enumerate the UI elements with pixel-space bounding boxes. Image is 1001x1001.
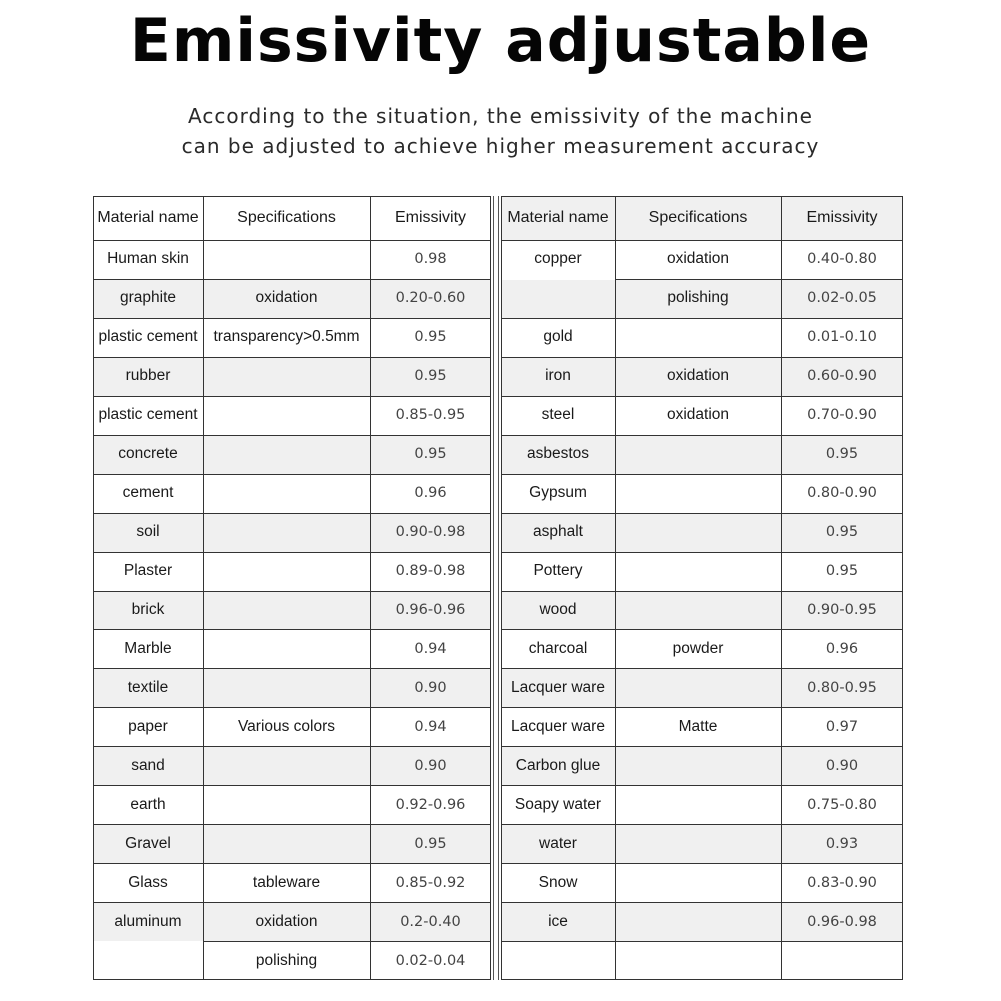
specification-cell xyxy=(615,902,781,941)
emissivity-cell xyxy=(781,941,903,980)
material-name-cell: paper xyxy=(128,717,168,735)
emissivity-cell: 0.40-0.80 xyxy=(807,251,877,268)
material-name-cell: Pottery xyxy=(533,562,583,580)
specification-cell: oxidation xyxy=(666,406,730,424)
specification-cell: oxidation xyxy=(255,912,318,930)
emissivity-cell: 0.85-0.95 xyxy=(395,407,466,424)
specification-cell xyxy=(203,629,370,668)
emissivity-cell: 0.92-0.96 xyxy=(395,796,466,813)
specification-cell xyxy=(203,513,370,552)
material-name-cell xyxy=(501,941,615,980)
emissivity-cell: 0.95 xyxy=(414,835,447,852)
material-name-cell: Plaster xyxy=(123,562,173,580)
material-name-cell xyxy=(93,941,203,980)
material-name-cell: Glass xyxy=(128,873,168,891)
emissivity-cell: 0.95 xyxy=(414,368,447,385)
material-name-cell: ice xyxy=(548,912,568,930)
material-name-cell: Snow xyxy=(538,873,578,891)
material-name-cell: Gravel xyxy=(125,834,171,852)
emissivity-cell: 0.95 xyxy=(414,446,447,463)
specification-cell xyxy=(615,552,781,591)
specification-cell: tableware xyxy=(252,873,321,891)
emissivity-cell: 0.75-0.80 xyxy=(807,796,877,813)
column-header: Emissivity xyxy=(806,209,878,226)
specification-cell xyxy=(203,396,370,435)
specification-cell: oxidation xyxy=(255,289,318,307)
material-name-cell: gold xyxy=(543,328,573,346)
emissivity-cell: 0.95 xyxy=(414,329,447,346)
material-name-cell: steel xyxy=(541,406,575,424)
specification-cell xyxy=(615,746,781,785)
specification-cell: Matte xyxy=(678,717,718,735)
emissivity-cell: 0.94 xyxy=(414,640,447,657)
specification-cell xyxy=(615,863,781,902)
material-name-cell: graphite xyxy=(119,289,176,307)
emissivity-cell: 0.96-0.98 xyxy=(807,913,877,930)
specification-cell xyxy=(203,474,370,513)
material-name-cell: cement xyxy=(122,484,174,502)
material-name-cell: brick xyxy=(131,600,165,618)
emissivity-cell: 0.98 xyxy=(414,251,447,268)
material-name-cell: water xyxy=(539,834,577,852)
material-name-cell: charcoal xyxy=(528,639,588,657)
material-name-cell: asbestos xyxy=(526,445,590,463)
emissivity-cell: 0.60-0.90 xyxy=(807,368,877,385)
emissivity-cell: 0.20-0.60 xyxy=(395,290,466,307)
emissivity-cell: 0.80-0.90 xyxy=(807,485,877,502)
material-name-cell: aluminum xyxy=(114,912,182,930)
specification-cell xyxy=(203,785,370,824)
material-name-cell: Marble xyxy=(124,639,172,657)
material-name-cell: Lacquer ware xyxy=(511,678,605,696)
specification-cell xyxy=(615,941,781,980)
emissivity-cell: 0.95 xyxy=(825,524,859,541)
specification-cell xyxy=(615,668,781,707)
emissivity-cell: 0.01-0.10 xyxy=(807,329,877,346)
material-name-cell: sand xyxy=(131,756,165,774)
material-name-cell: Soapy water xyxy=(514,795,602,813)
specification-cell: oxidation xyxy=(666,250,730,268)
specification-cell xyxy=(615,785,781,824)
emissivity-cell: 0.90-0.95 xyxy=(807,601,877,618)
specification-cell xyxy=(615,824,781,863)
emissivity-cell: 0.80-0.95 xyxy=(807,679,877,696)
table-divider xyxy=(491,196,501,980)
emissivity-cell: 0.90 xyxy=(414,679,447,696)
emissivity-cell: 0.96-0.96 xyxy=(395,601,466,618)
material-name-cell: Carbon glue xyxy=(515,756,601,774)
emissivity-cell: 0.90 xyxy=(825,757,859,774)
emissivity-cell: 0.85-0.92 xyxy=(395,874,466,891)
material-name-cell: plastic cement xyxy=(98,406,198,424)
emissivity-cell: 0.70-0.90 xyxy=(807,407,877,424)
material-name-cell: plastic cement xyxy=(98,328,198,346)
material-name-cell: Lacquer ware xyxy=(511,717,605,735)
material-name-cell: textile xyxy=(127,678,169,696)
material-name-cell: earth xyxy=(130,795,166,813)
specification-cell xyxy=(615,435,781,474)
emissivity-cell: 0.94 xyxy=(414,718,447,735)
subtitle-line-1: According to the situation, the emissivity of the machine xyxy=(188,104,813,128)
emissivity-cell: 0.95 xyxy=(825,446,859,463)
emissivity-cell: 0.90-0.98 xyxy=(395,524,466,541)
material-name-cell: rubber xyxy=(125,367,171,385)
specification-cell: Various colors xyxy=(237,717,336,735)
column-header: Emissivity xyxy=(394,209,467,226)
specification-cell xyxy=(203,552,370,591)
subtitle-line-2: can be adjusted to achieve higher measurement accuracy xyxy=(181,134,820,158)
emissivity-cell: 0.83-0.90 xyxy=(807,874,877,891)
page-title: Emissivity adjustable xyxy=(129,6,872,76)
specification-cell: polishing xyxy=(667,289,729,307)
specification-cell: polishing xyxy=(255,951,318,969)
specification-cell xyxy=(615,318,781,357)
specification-cell: transparency>0.5mm xyxy=(213,328,360,346)
specification-cell xyxy=(203,591,370,630)
specification-cell xyxy=(203,824,370,863)
emissivity-table-left xyxy=(93,196,491,980)
material-name-cell: copper xyxy=(534,250,582,268)
emissivity-cell: 0.02-0.05 xyxy=(807,290,877,307)
emissivity-cell: 0.96 xyxy=(825,640,859,657)
specification-cell xyxy=(203,435,370,474)
material-name-cell: asphalt xyxy=(533,523,583,541)
specification-cell xyxy=(615,513,781,552)
specification-cell xyxy=(203,357,370,396)
emissivity-table-right xyxy=(501,196,903,980)
emissivity-cell: 0.02-0.04 xyxy=(395,952,466,969)
emissivity-cell: 0.96 xyxy=(414,485,447,502)
emissivity-cell: 0.97 xyxy=(825,718,859,735)
specification-cell xyxy=(203,746,370,785)
column-header: Material name xyxy=(507,209,609,226)
material-name-cell: wood xyxy=(539,600,577,618)
specification-cell xyxy=(203,240,370,279)
specification-cell: oxidation xyxy=(666,367,730,385)
specification-cell: powder xyxy=(672,639,724,657)
material-name-cell: concrete xyxy=(118,445,178,463)
column-header: Specifications xyxy=(237,209,336,226)
material-name-cell: iron xyxy=(545,367,571,385)
specification-cell xyxy=(615,474,781,513)
column-header: Material name xyxy=(97,209,199,226)
specification-cell xyxy=(203,668,370,707)
column-header: Specifications xyxy=(648,209,748,226)
emissivity-cell: 0.95 xyxy=(825,563,859,580)
emissivity-cell: 0.90 xyxy=(414,757,447,774)
emissivity-cell: 0.93 xyxy=(825,835,859,852)
material-name-cell: Human skin xyxy=(107,250,189,268)
specification-cell xyxy=(615,591,781,630)
material-name-cell xyxy=(501,279,615,318)
material-name-cell: soil xyxy=(136,523,160,541)
material-name-cell: Gypsum xyxy=(529,484,587,502)
emissivity-cell: 0.2-0.40 xyxy=(400,913,461,930)
emissivity-cell: 0.89-0.98 xyxy=(395,563,466,580)
